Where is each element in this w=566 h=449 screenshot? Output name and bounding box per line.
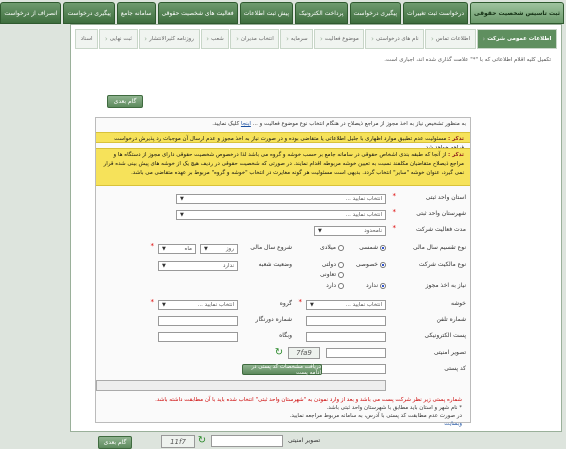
chevron-left-icon: ‹ xyxy=(144,35,148,43)
cluster-label: خوشه xyxy=(450,300,466,307)
required-mark: * xyxy=(298,298,302,306)
city-label: شهرستان واحد ثبتی xyxy=(416,210,466,217)
fiscal-day-select[interactable]: روز ▼ xyxy=(200,244,238,254)
wizard-step-label: روزنامه کثیرالانتشار xyxy=(149,36,194,42)
radio-shamsi[interactable]: شمسی xyxy=(359,244,386,251)
wizard-step-label: شعب xyxy=(211,36,224,42)
chevron-down-icon: ▼ xyxy=(204,246,208,252)
chevron-down-icon: ▼ xyxy=(318,228,322,234)
security-image-label: تصویر امنیتی xyxy=(433,349,466,356)
chevron-down-icon: ▼ xyxy=(162,246,166,252)
chevron-left-icon: ‹ xyxy=(104,35,108,43)
wizard-step-3[interactable] xyxy=(314,29,364,49)
top-navigation xyxy=(4,2,566,24)
phone-label: شماره تلفن xyxy=(436,316,466,323)
top-tab-8[interactable]: انصراف از درخواست xyxy=(0,2,61,24)
next-step-button-bottom[interactable] xyxy=(98,436,132,449)
wizard-step-1[interactable] xyxy=(425,29,475,49)
branch-status-select[interactable]: ندارد ▼ xyxy=(158,261,238,271)
branch-status-label: وضعیت شعبه xyxy=(258,261,292,268)
warning-note-1: تذکر : مسئولیت عدم تطبیق موارد اظهاری با جلیل اطلاعاتی یا متقاضی بوده و در صورت نیاز به اخذ مجوز و عدم ارسال آن موجبات رد پذیرش درخواست xyxy=(96,132,470,143)
postal-inquiry-button[interactable]: دریافت مشخصات کد پستی در ادامه پست xyxy=(242,364,322,375)
warning-note-2: تذکر : از آنجا که طبقه بندی اشخاص حقوقی در سامانه جامع بر حسب خوشه و گروه می باشد لذا درخصوص شخصیت حقوقی دارای مجوز از دستگاه ها و مراجع ذیصلاح متقاضیان مکلفند نسبت به تعیین خوشه مربوطه اقدام نمایند. در صورتی که شخصیت حقوقی در ردیف هیچ یک از خوشه های پیش بینی شده قرار نمی گیرد، عنوان خوشه "سایر" انتخاب گردد. بدیهی است مسئولیت هر گونه مغایرت در انتخاب "خوشه و گروه" مربوط بر عهده متقاضی می باشد. xyxy=(96,148,470,186)
company-info-form xyxy=(95,117,471,427)
fiscal-type-label: نوع تقسیم سال مالی xyxy=(412,244,466,251)
license-info-text: به منظور تشخیص نیاز به اخذ مجوز از مراجع ذیصلاح در هنگام انتخاب نوع موضوع فعالیت و ... اینجا کلیک نمایید. xyxy=(212,121,466,127)
chevron-down-icon: ▼ xyxy=(180,212,184,218)
chevron-left-icon: ‹ xyxy=(482,35,486,43)
duration-label: مدت فعالیت شرکت xyxy=(415,226,466,233)
wizard-step-9[interactable] xyxy=(75,29,98,49)
info-link[interactable]: اینجا xyxy=(240,121,251,127)
chevron-left-icon: ‹ xyxy=(236,35,239,43)
website-label: وبگاه xyxy=(279,332,292,339)
top-tab-3[interactable]: پرداخت الکترونیک xyxy=(295,2,348,24)
wizard-step-label: ثبت نهایی xyxy=(109,36,132,42)
chevron-left-icon: ‹ xyxy=(319,35,323,43)
ownership-label: نوع مالکیت شرکت xyxy=(418,261,466,268)
radio-license-yes[interactable]: دارد xyxy=(326,282,344,289)
wizard-step-label: موضوع فعالیت xyxy=(324,36,359,42)
chevron-down-icon: ▼ xyxy=(162,263,166,269)
group-label: گروه xyxy=(279,300,292,307)
required-fields-note: تکمیل کلیه اقلام اطلاعاتی که با "*" علامت گذاری شده اند، اجباری است. xyxy=(384,57,551,63)
radio-license-no[interactable]: ندارد xyxy=(366,282,386,289)
wizard-step-label: اسناد xyxy=(80,36,93,42)
next-step-button-top[interactable] xyxy=(107,95,143,108)
captcha-input[interactable] xyxy=(326,348,386,358)
top-tab-7[interactable]: پیگیری درخواست xyxy=(63,2,114,24)
top-tab-2[interactable]: پیگیری درخواست xyxy=(350,2,401,24)
top-tab-5[interactable]: فعالیت های شخصیت حقوقی xyxy=(158,2,238,24)
bottom-security-label: تصویر امنیتی xyxy=(288,437,321,444)
wizard-step-5[interactable] xyxy=(230,29,279,49)
required-mark: * xyxy=(392,208,396,216)
postal-code-label: کد پستی xyxy=(444,365,466,372)
wizard-step-6[interactable] xyxy=(201,29,230,49)
radio-miladi[interactable]: میلادی xyxy=(320,244,344,251)
wizard-step-0[interactable] xyxy=(477,29,557,49)
fiscal-start-label: شروع سال مالی xyxy=(250,244,292,251)
warning-title: تذکر : xyxy=(448,152,464,158)
cluster-select[interactable]: انتخاب نمایید ... ▼ xyxy=(306,300,386,310)
bottom-captcha-input[interactable] xyxy=(211,435,283,447)
chevron-left-icon: ‹ xyxy=(286,35,289,43)
group-select[interactable]: انتخاب نمایید ... ▼ xyxy=(158,300,238,310)
wizard-steps xyxy=(75,29,557,49)
top-tab-0[interactable]: ثبت تاسیس شخصیت حقوقی xyxy=(470,2,564,24)
required-mark: * xyxy=(150,298,154,306)
refresh-icon[interactable]: ↻ xyxy=(274,347,284,358)
wizard-step-7[interactable] xyxy=(139,29,200,49)
chevron-down-icon: ▼ xyxy=(180,196,184,202)
warning-title: تذکر : xyxy=(448,136,464,142)
wizard-step-label: نام های درخواستی xyxy=(375,36,419,42)
fiscal-month-select[interactable]: ماه ▼ xyxy=(158,244,196,254)
wizard-step-label: اطلاعات عمومی شرکت xyxy=(487,36,552,42)
next-button-label: گام بعدی xyxy=(113,98,137,105)
chevron-down-icon: ▼ xyxy=(162,302,166,308)
captcha-image: 7fa9 xyxy=(288,347,320,359)
fax-label: شماره دورنگار xyxy=(255,316,292,323)
license-label: نیاز به اخذ مجوز xyxy=(425,282,466,289)
duration-select[interactable]: نامحدود ▼ xyxy=(314,226,386,236)
email-input[interactable] xyxy=(306,332,386,342)
province-select[interactable]: انتخاب نمایید ... ▼ xyxy=(176,194,386,204)
province-label: استان واحد ثبتی xyxy=(425,194,466,201)
chevron-left-icon: ‹ xyxy=(206,35,210,43)
required-mark: * xyxy=(150,242,154,250)
website-input[interactable] xyxy=(158,332,238,342)
refresh-icon[interactable]: ↻ xyxy=(197,435,207,446)
wizard-step-label: انتخاب مدیران xyxy=(240,36,274,42)
top-tab-6[interactable]: سامانه جامع xyxy=(117,2,156,24)
email-label: پست الکترونیکی xyxy=(424,332,466,339)
website-link[interactable]: وبسایت xyxy=(444,421,462,427)
chevron-left-icon: ‹ xyxy=(371,35,374,43)
wizard-step-2[interactable] xyxy=(365,29,424,49)
wizard-step-4[interactable] xyxy=(280,29,313,49)
fax-input[interactable] xyxy=(158,316,238,326)
city-select[interactable]: انتخاب نمایید ... ▼ xyxy=(176,210,386,220)
postal-footnote: شماره پستی زیر نظر شرکت پست می باشد و بعد از وارد نمودن به "شهرستان واحد ثبتی" انتخاب شده باید با آن مطابقت داشته باشد. * نام شهر و استان باید مطابق با شهرستان واحد ثبتی باشد. در صورت عدم مطابقت کد پستی با آدرس، به سامانه مربوط مراجعه نمایید. وبسایت xyxy=(155,397,462,427)
bottom-captcha-image: 11f7 xyxy=(161,435,195,448)
required-mark: * xyxy=(392,192,396,200)
next-button-label: گام بعدی xyxy=(103,439,127,446)
chevron-left-icon: ‹ xyxy=(431,35,434,43)
wizard-step-label: اطلاعات تماس xyxy=(435,36,470,42)
chevron-down-icon: ▼ xyxy=(310,302,314,308)
phone-input[interactable] xyxy=(306,316,386,326)
required-mark: * xyxy=(392,224,396,232)
radio-private[interactable]: خصوصی xyxy=(356,261,386,268)
main-panel xyxy=(70,24,562,446)
radio-government[interactable]: دولتی xyxy=(322,261,344,268)
wizard-step-label: سرمایه xyxy=(290,36,308,42)
wizard-step-8[interactable] xyxy=(99,29,137,49)
radio-cooperative[interactable]: تعاونی xyxy=(320,271,344,278)
top-tab-1[interactable]: درخواست ثبت تغییرات xyxy=(403,2,468,24)
address-display-field xyxy=(96,380,386,391)
top-tab-4[interactable]: پیش ثبت اطلاعات xyxy=(240,2,293,24)
